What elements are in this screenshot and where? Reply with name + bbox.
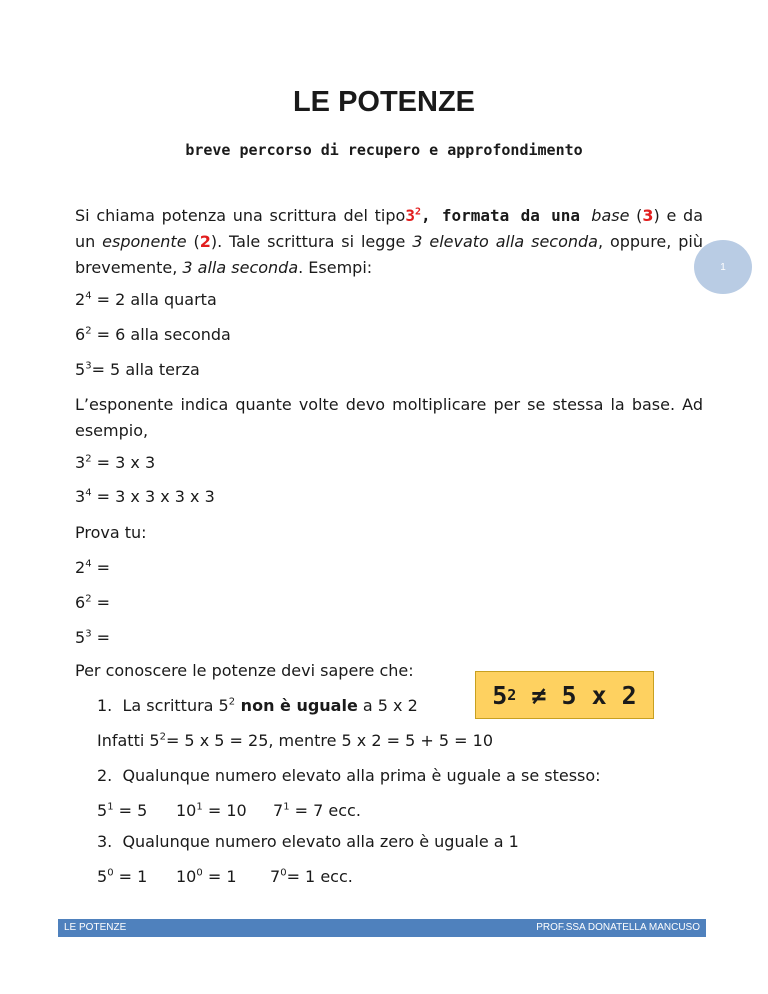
rule-3-example: $5^0 = 1$ — [97, 867, 148, 886]
expansion-line: $3^2 = 3$ x 3 — [75, 453, 156, 472]
rule-1-detail: Infatti $5^2= 5$ x 5 = 25, mentre 5 x 2 = 5 + 5 = 10 — [97, 731, 493, 750]
intro-paragraph: Si chiama potenza una scrittura del $tipo3^2$, formata da una base (3) e da un esponente (2). Tale scrittura si legge 3 elevato alla seconda, oppure, più brevemente, 3 alla seconda. Esempi: — [75, 206, 704, 277]
rule-2-example: $7^1 = 7$ ecc. — [273, 801, 361, 820]
exercise-line: $2^4$ = — [75, 558, 111, 577]
example-line: $2^4 = 2$ alla quarta — [75, 290, 217, 309]
explanation-paragraph: L’esponente indica quante volte devo moltiplicare per se stessa la base. Ad esempio, — [75, 395, 703, 440]
rule-2-example: $10^1 = 10$ — [176, 801, 247, 820]
footer-left: LE POTENZE — [64, 922, 127, 933]
footer-right: PROF.SSA DONATELLA MANCUSO — [536, 922, 700, 933]
formula-callout: 5 2 ≠ 5 x 2 — [475, 671, 654, 719]
page-subtitle: breve percorso di recupero e approfondimento — [185, 141, 583, 159]
rule-3-example: $10^0 = 1$ — [176, 867, 237, 886]
rule-3: 3. Qualunque numero elevato alla zero è uguale a 1 — [97, 832, 519, 851]
exercise-line: $6^2$ = — [75, 593, 111, 612]
page-number-badge: 1 — [694, 240, 752, 294]
rules-intro: Per conoscere le potenze devi sapere che: — [75, 661, 414, 680]
exercise-line: $5^3$ = — [75, 628, 111, 647]
footer-bar — [58, 919, 706, 937]
rule-3-example: $7^0= 1$ ecc. — [270, 867, 353, 886]
expansion-line: $3^4 = 3$ x 3 x 3 x 3 — [75, 487, 215, 506]
try-label: Prova tu: — [75, 523, 147, 542]
page-title: LE POTENZE — [292, 86, 476, 118]
example-line: $6^2 = 6$ alla seconda — [75, 325, 231, 344]
rule-2: 2. Qualunque numero elevato alla prima è uguale a se stesso: — [97, 766, 601, 785]
example-line: $5^3= 5$ alla terza — [75, 360, 200, 379]
rule-2-example: $5^1 = 5$ — [97, 801, 148, 820]
rule-1: 1. La scrittura $5^2$ non è uguale a 5 x 2 — [97, 696, 418, 715]
